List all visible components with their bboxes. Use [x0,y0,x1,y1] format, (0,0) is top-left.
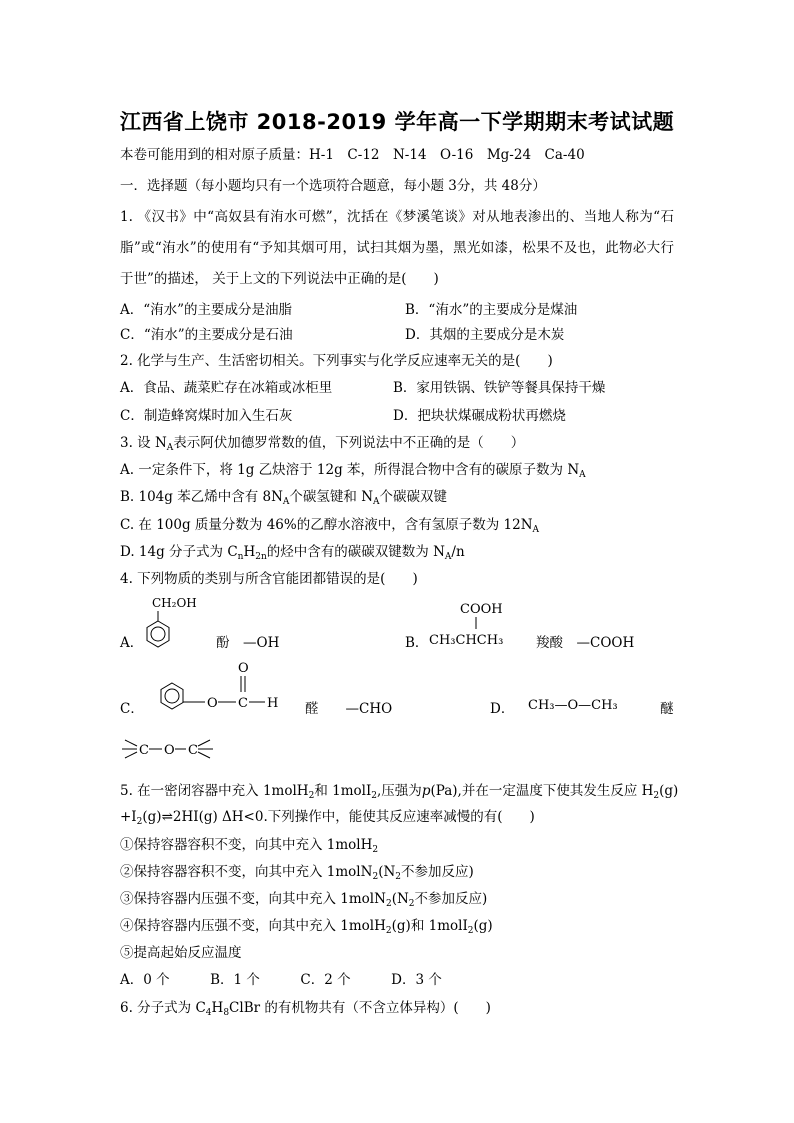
q4-option-a-label: A． [120,635,144,651]
q5-text: +I [120,809,137,825]
q5-sub: 2 [372,872,379,882]
q3-stem-sub: A [166,443,174,453]
q3-option-d [120,543,465,561]
ether-right-carbon: C [188,743,198,758]
q6-text: H [211,1000,224,1016]
q1-line1: 1. 《汉书》中“高奴县有洧水可燃”，沈括在《梦溪笔谈》对从地表渗出的、当地人称为“石 [120,209,674,225]
q3-c-text: C. 在 100g 质量分数为 46%的乙醇水溶液中，含有氢原子数为 12N [120,517,533,533]
q5-option-4 [120,917,493,935]
q4-a-group: CH₂OH [152,596,197,610]
q3-d-text: D. 14g 分子式为 C [120,544,238,560]
q4-option-c-class: 醛 —CHO [305,701,393,717]
q1-option-b: B．“洧水”的主要成分是煤油 [405,302,578,318]
q3-stem-text: 3. 设 N [120,435,167,451]
q3-c-sub: A [532,525,540,535]
bond-line [198,752,210,758]
q1-option-a: A．“洧水”的主要成分是油脂 [120,302,293,318]
q5-sub: 2 [385,899,392,909]
bond-line [198,740,210,746]
q5-sub: 2 [467,926,474,936]
q6-sub: 4 [205,1008,212,1018]
isobutyric-acid-structure [425,598,525,654]
q3-option-b [120,488,447,506]
q5-text: ②保持容器容积不变，向其中充入 1molN [120,864,373,880]
q4-option-a-class: 酚 —OH [216,635,280,651]
q5-text: ,压强为 [377,783,422,799]
page-title: 江西省上饶市 2018-2019 学年高一下学期期末考试试题 [119,110,675,134]
q2-option-b: B．家用铁锅、铁铲等餐具保持干燥 [393,380,606,396]
aromatic-circle [165,689,179,703]
q5-text: (g) [473,918,493,934]
q4-option-d-label: D． [490,701,515,717]
q3-b-text3: 个碳碳双键 [379,489,448,505]
q5-line1 [120,782,678,800]
q3-b-sub2: A [373,497,380,507]
q4-option-b-class: 羧酸 —COOH [536,635,635,651]
q3-d-sub3: A [444,552,452,562]
q3-b-text: B. 104g 苯乙烯中含有 8N [120,489,283,505]
q4-option-c-label: C． [120,701,144,717]
q1-line2: 脂”或“洧水”的使用有“予知其烟可用，试扫其烟为墨，黑光如漆，松果不及也，此物必大行 [120,240,674,256]
q5-text: 不参加反应) [401,864,474,880]
q6-text: 6. 分子式为 C [120,1000,206,1016]
q1-option-d: D．其烟的主要成分是木炭 [405,327,565,343]
q5-option-1 [120,836,378,854]
q4-c-oxygen: O [207,696,218,711]
q5-option-5: ⑤提高起始反应温度 [120,945,242,961]
q2-option-a: A．食品、蔬菜贮存在冰箱或冰柜里 [120,380,333,396]
q5-choices: A．0 个 B．1 个 C．2 个 D．3 个 [120,972,442,988]
ether-group-structure [120,732,220,766]
q4-b-formula: CH₃CHCH₃ [429,633,504,648]
q6-stem [120,999,491,1017]
q5-pressure-symbol: p [421,783,431,799]
q5-sub: 2 [371,791,378,801]
q2-option-c: C．制造蜂窝煤时加入生石灰 [120,408,293,424]
q2-stem: 2. 化学与生产、生活密切相关。下列事实与化学反应速率无关的是( ) [120,353,553,369]
benzene-ring [147,621,169,647]
q5-sub: 2 [385,926,392,936]
q3-b-text2: 个碳氢键和 N [289,489,374,505]
q3-d-sub1: n [237,552,244,562]
q5-text: (g)⇌2HI(g) ΔH<0.下列操作中，能使其反应速率减慢的有( ) [142,809,535,825]
q5-text: ④保持容器内压强不变，向其中充入 1molH [120,918,386,934]
q5-text: 5. 在一密闭容器中充入 1molH [120,783,309,799]
q6-sub: 8 [223,1008,230,1018]
aromatic-circle [151,627,165,641]
q4-option-d-formula: CH₃—O—CH₃ [528,698,618,713]
q5-sub: 2 [408,899,415,909]
q4-option-d-class: 醚 [660,701,674,717]
q4-c-hydrogen: H [267,696,279,711]
q4-c-carbon: C [238,696,248,711]
phenyl-formate-structure [152,658,292,720]
q3-d-text4: /n [451,544,465,560]
q4-c-carbonyl-o: O [238,661,249,676]
q3-d-text2: H [243,544,256,560]
q3-d-sub2: 2n [255,552,267,562]
q5-text: (g) [659,783,679,799]
section-heading: 一．选择题（每小题均只有一个选项符合题意，每小题 3分，共 48分） [120,178,546,194]
q4-b-top: COOH [460,602,503,617]
q5-sub: 2 [395,872,402,882]
q5-sub: 2 [136,817,143,827]
q1-line3: 于世”的描述， 关于上文的下列说法中正确的是( ) [120,271,439,287]
q5-text: 不参加反应) [414,891,488,907]
q5-text: (N [378,864,396,880]
benzene-ring [161,683,183,709]
q5-sub: 2 [308,791,315,801]
q5-option-2 [120,863,474,881]
ether-left-carbon: C [139,743,149,758]
q5-text: (N [391,891,409,907]
atomic-masses: 本卷可能用到的相对原子质量：H-1 C-12 N-14 O-16 Mg-24 Ca-40 [120,147,585,163]
bond-line [125,740,137,746]
bond-line [125,752,137,758]
q5-option-3 [120,890,487,908]
q5-text: (Pa),并在一定温度下使其发生反应 H [430,783,654,799]
q5-text: (g)和 1molI [391,918,468,934]
ether-oxygen: O [164,743,175,758]
q3-stem-rest: 表示阿伏加德罗常数的值，下列说法中不正确的是（ ） [173,435,525,451]
q3-a-text: A. 一定条件下，将 1g 乙炔溶于 12g 苯，所得混合物中含有的碳原子数为 N [120,462,580,478]
q3-a-sub: A [579,470,586,480]
q3-stem [120,434,524,452]
benzyl-alcohol-structure [140,592,200,654]
q4-stem: 4. 下列物质的类别与所含官能团都错误的是( ) [120,571,418,587]
q3-option-a [120,461,586,479]
q5-sub: 2 [372,845,379,855]
q3-b-sub1: A [282,497,290,507]
q1-option-c: C．“洧水”的主要成分是石油 [120,327,293,343]
q3-d-text3: 的烃中含有的碳碳双键数为 N [266,544,445,560]
q6-text: ClBr 的有机物共有（不含立体异构）( ) [229,1000,491,1016]
q5-line2 [120,808,535,826]
q4-option-b-label: B． [405,635,429,651]
q5-text: 和 1molI [314,783,372,799]
q5-text: ①保持容器容积不变，向其中充入 1molH [120,837,373,853]
q2-option-d: D．把块状煤碾成粉状再燃烧 [393,408,566,424]
q5-sub: 2 [653,791,660,801]
q3-option-c [120,516,539,534]
q5-text: ③保持容器内压强不变，向其中充入 1molN [120,891,386,907]
